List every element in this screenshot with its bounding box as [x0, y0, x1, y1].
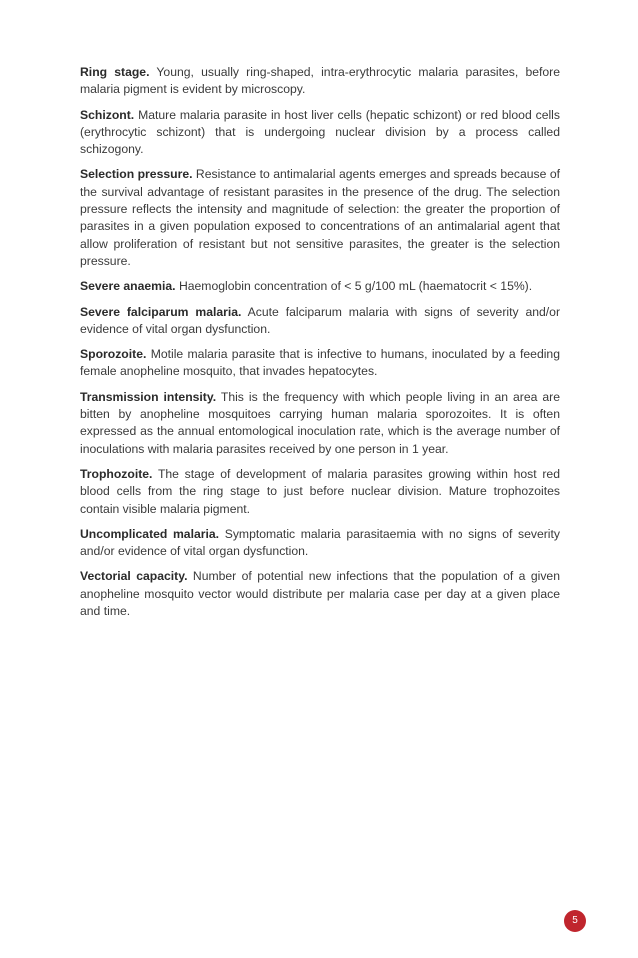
glossary-definition: This is the frequency with which people living in an area are bitten by anopheline mosquitoes carrying human malaria sporozoites. It is often expressed as the annual entomological inoculation rate, which is the average number of inoculations with malaria parasites received by one person in 1 year. — [80, 389, 560, 456]
glossary-entry-selection-pressure — [80, 166, 560, 270]
glossary-term: Vectorial capacity. — [80, 569, 188, 584]
glossary-entry-severe-falciparum-malaria — [80, 304, 560, 339]
glossary-entry-severe-anaemia — [80, 278, 560, 295]
glossary-term: Selection pressure. — [80, 167, 193, 182]
glossary-definition: Number of potential new infections that the population of a given anopheline mosquito vector would distribute per malaria case per day at a given place and time. — [80, 569, 560, 619]
glossary-term: Uncomplicated malaria. — [80, 526, 220, 541]
glossary-term: Ring stage. — [80, 65, 150, 79]
glossary-definition: Young, usually ring-shaped, intra-erythrocytic malaria parasites, before malaria pigment is evident by microscopy. — [80, 65, 561, 97]
glossary-definition: Acute falciparum malaria with signs of severity and/or evidence of vital organ dysfunction. — [80, 304, 560, 336]
glossary-term: Sporozoite. — [80, 347, 147, 362]
glossary-definition: Symptomatic malaria parasitaemia with no signs of severity and/or evidence of vital organ dysfunction. — [80, 526, 560, 559]
glossary-entry-transmission-intensity — [80, 389, 560, 458]
glossary-definition: Mature malaria parasite in host liver cells (hepatic schizont) or red blood cells (erythrocytic schizont) that is undergoing nuclear division by a process called schizogony. — [80, 107, 560, 157]
glossary-definition: Haemoglobin concentration of < 5 g/100 mL (haematocrit < 15%). — [178, 279, 533, 294]
glossary-term: Schizont. — [80, 107, 135, 122]
glossary-list — [80, 64, 560, 628]
glossary-entry-sporozoite — [80, 346, 560, 381]
glossary-term: Trophozoite. — [80, 466, 153, 481]
glossary-term: Severe anaemia. — [80, 279, 176, 294]
glossary-entry-schizont — [80, 107, 560, 159]
glossary-entry-trophozoite — [80, 466, 560, 518]
glossary-definition: Motile malaria parasite that is infective to humans, inoculated by a feeding female anopheline mosquito, that invades hepatocytes. — [80, 347, 560, 379]
glossary-entry-vectorial-capacity — [80, 568, 560, 620]
glossary-definition: The stage of development of malaria parasites growing within host red blood cells from the ring stage to just before nuclear division. Mature trophozoites contain visible malaria pigment. — [80, 466, 560, 516]
glossary-term: Transmission intensity. — [80, 389, 217, 404]
glossary-definition: Resistance to antimalarial agents emerges and spreads because of the survival advantage of resistant parasites in the presence of the drug. The selection pressure reflects the intensity and magnitude of selection: the greater the proportion of parasites in a given population exposed to concentrations of an antimalarial agent that allow proliferation of resistant but not sensitive parasites, the greater is the selection pressure. — [80, 167, 560, 268]
page-number-badge: 5 — [564, 910, 586, 932]
glossary-entry-uncomplicated-malaria — [80, 526, 560, 561]
glossary-term: Severe falciparum malaria. — [80, 304, 242, 319]
glossary-entry-ring-stage — [80, 64, 560, 99]
